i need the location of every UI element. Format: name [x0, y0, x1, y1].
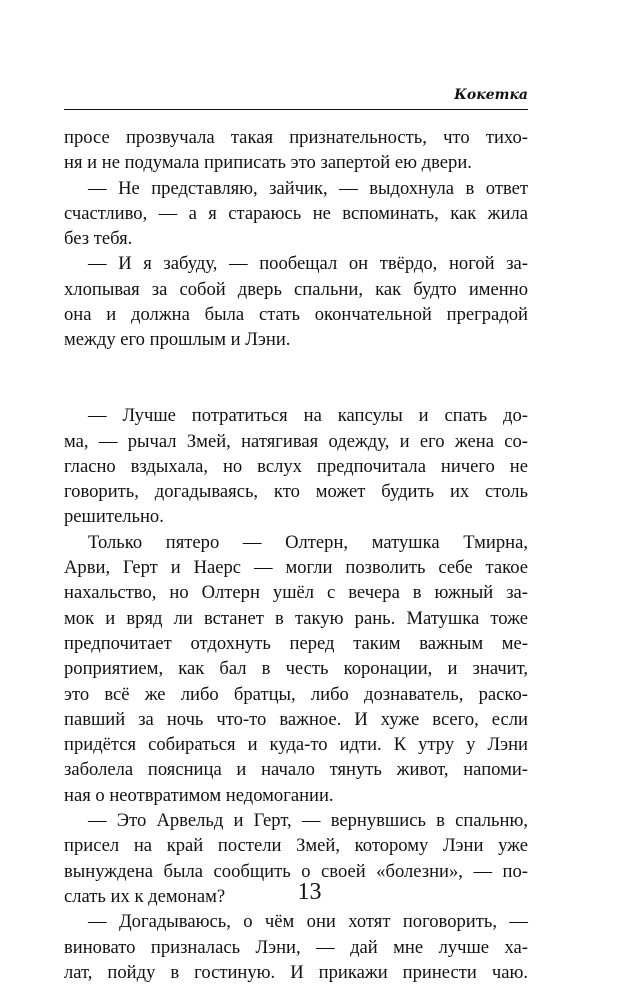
text-line: присел на край постели Змей, которому Лэни уже — [64, 835, 528, 857]
text-line: слать их к демонам? — [64, 885, 226, 907]
text-line: заболела поясница и начало тянуть живот, напоми- — [64, 759, 528, 781]
text-line: это всё же либо братцы, либо дознаватель, раско- — [64, 683, 528, 705]
blank-line — [64, 378, 528, 403]
text-line: — Лучше потратиться на капсулы и спать до- — [88, 405, 528, 427]
blank-line — [64, 353, 528, 378]
text-line: павший за ночь что-то важное. И хуже всего, если — [64, 708, 528, 730]
text-line: решительно. — [64, 506, 164, 528]
text-line: придётся собираться и куда-то идти. К утру у Лэни — [64, 734, 528, 756]
text-line: хлопывая за собой дверь спальни, как будто именно — [64, 278, 528, 300]
text-line: лат, пойду в гостиную. И прикажи принести чаю. — [64, 961, 528, 983]
text-line: гласно вздыхала, но вслух предпочитала ничего не — [64, 455, 528, 477]
header-rule — [64, 109, 528, 110]
text-line: — Догадываюсь, о чём они хотят поговорить, — — [88, 911, 528, 933]
text-line: нахальство, но Олтерн ушёл с вечера в южный за- — [64, 582, 528, 604]
text-line: Только пятеро — Олтерн, матушка Тмирна, — [88, 531, 528, 553]
text-line: роприятием, как бал в честь коронации, и значит, — [64, 658, 528, 680]
text-line: между его прошлым и Лэни. — [64, 329, 291, 351]
text-line: говорить, догадываясь, кто может будить их столь — [64, 481, 528, 503]
text-line: просе прозвучала такая признательность, что тихо- — [64, 127, 528, 148]
text-line: — Не представляю, зайчик, — выдохнула в ответ — [88, 177, 528, 199]
running-head: Кокетка — [454, 87, 528, 103]
text-line: вынуждена была сообщить о своей «болезни», — по- — [64, 860, 528, 882]
text-line: мок и вряд ли встанет в такую рань. Матушка тоже — [64, 607, 528, 629]
text-line: ма, — рычал Змей, натягивая одежду, и его жена со- — [64, 430, 528, 452]
text-line: ня и не подумала приписать это запертой ею двери. — [64, 152, 472, 174]
text-line: она и должна была стать окончательной преградой — [64, 304, 528, 326]
text-line: без тебя. — [64, 228, 133, 250]
text-line: Арви, Герт и Наерс — могли позволить себе такое — [64, 557, 528, 579]
text-line: — И я забуду, — пообещал он твёрдо, ногой за- — [88, 253, 528, 275]
text-line: счастливо, — а я стараюсь не вспоминать, как жила — [64, 202, 528, 224]
text-line: виновато призналась Лэни, — дай мне лучше ха- — [64, 936, 528, 958]
text-line: ная о неотвратимом недомогании. — [64, 784, 334, 806]
page-number: 13 — [297, 879, 322, 905]
text-line: — Это Арвельд и Герт, — вернувшись в спальню, — [88, 810, 528, 832]
body-text — [64, 125, 528, 985]
text-line: предпочитает отдохнуть перед таким важным ме- — [64, 632, 528, 654]
